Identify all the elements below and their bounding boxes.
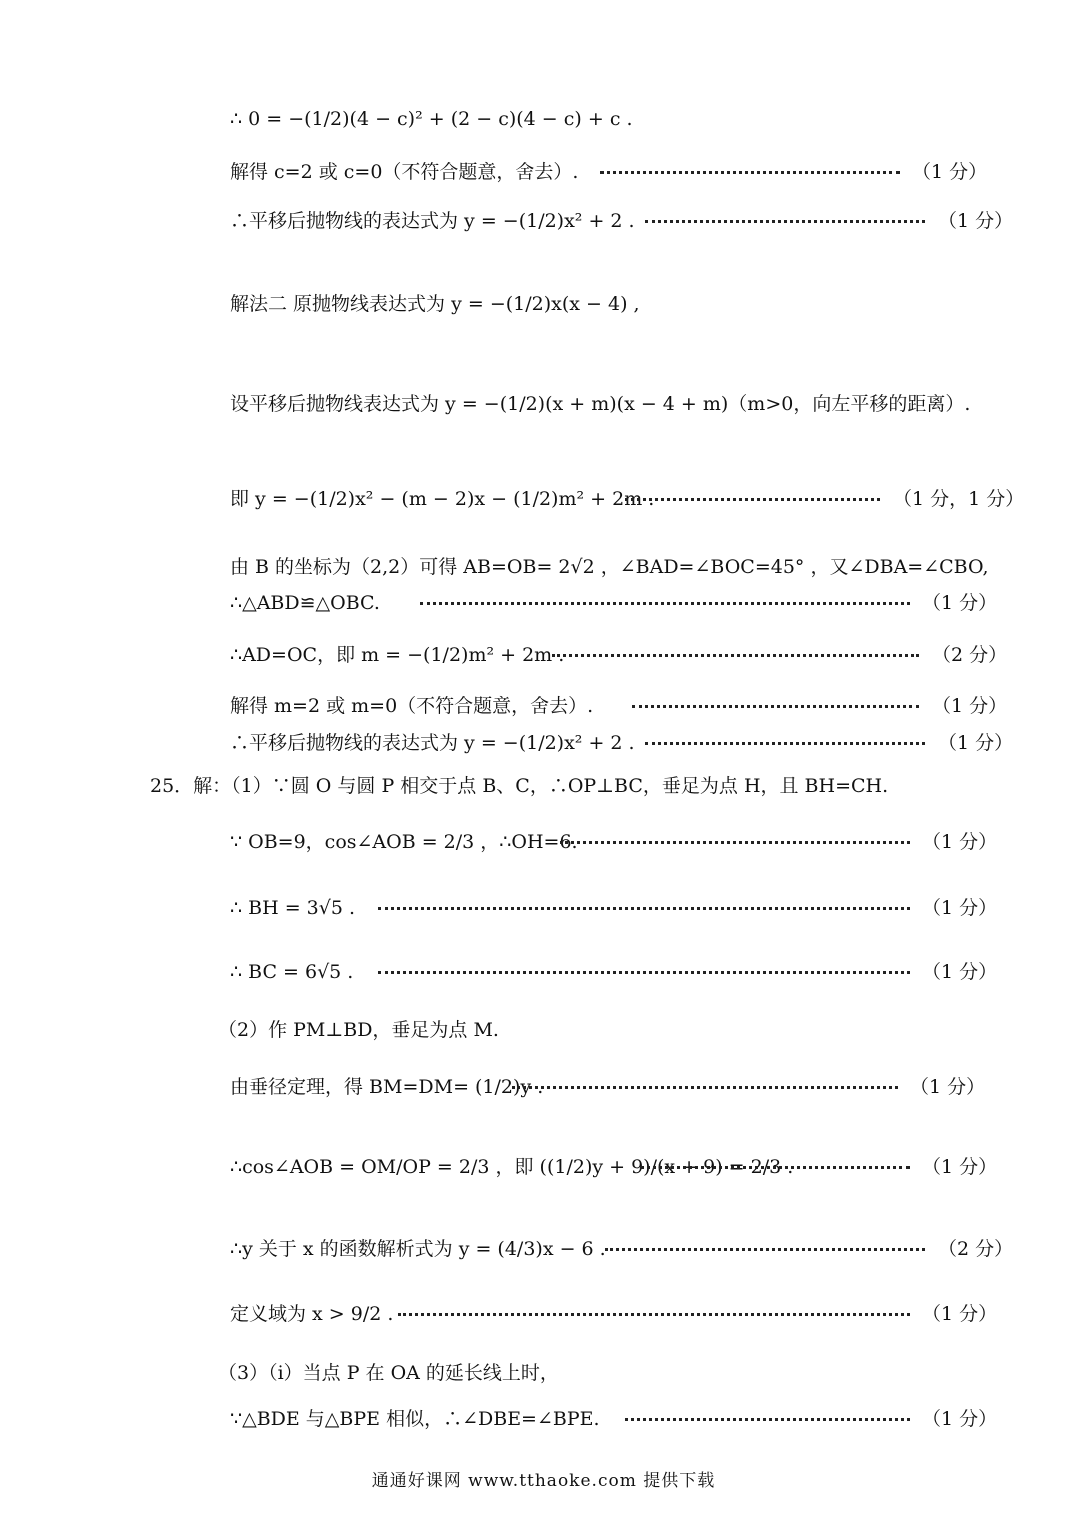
solve-m-line: 解得 m=2 或 m=0（不符合题意，舍去）. (230, 695, 594, 717)
result-line: ∴平移后抛物线的表达式为 y = −(1/2)x² + 2 . (230, 210, 635, 232)
part-three-heading: （3）（i）当点 P 在 OA 的延长线上时， (218, 1362, 559, 1384)
score-label: （1 分） (922, 1303, 998, 1325)
leader-dots (645, 220, 925, 223)
leader-dots (640, 1166, 910, 1169)
domain-line: 定义域为 x > 9/2 . (230, 1303, 394, 1325)
ad-oc-line: ∴AD=OC，即 m = −(1/2)m² + 2m . (230, 644, 565, 666)
score-label: （1 分） (922, 831, 998, 853)
leader-dots (560, 841, 910, 844)
score-label: （1 分） (932, 695, 1008, 717)
leader-dots (552, 654, 919, 657)
score-label: （1 分） (938, 210, 1014, 232)
solution-line: 解得 c=2 或 c=0（不符合题意，舍去）. (230, 161, 579, 183)
cos-ratio-line: ∴cos∠AOB = OM/OP = 2/3 ，即 ((1/2)y + 9)/(x + 9) = 2/3 . (230, 1156, 794, 1178)
score-label: （1 分） (922, 1156, 998, 1178)
leader-dots (420, 602, 910, 605)
leader-dots (512, 1086, 898, 1089)
score-label: （1 分） (910, 1076, 986, 1098)
leader-dots (605, 1248, 925, 1251)
ob-cos-line: ∵ OB=9，cos∠AOB = 2/3 ，∴OH=6. (230, 831, 578, 853)
score-label: （2 分） (938, 1238, 1014, 1260)
congruence-line: ∴△ABD≌△OBC. (230, 592, 380, 614)
footer-watermark: 通通好课网 www.tthaoke.com 提供下载 (371, 1471, 716, 1491)
score-label: （1 分） (938, 732, 1014, 754)
score-label: （2 分） (932, 644, 1008, 666)
function-line: ∴y 关于 x 的函数解析式为 y = (4/3)x − 6 . (230, 1238, 606, 1260)
expanded-expression-line: 即 y = −(1/2)x² − (m − 2)x − (1/2)m² + 2m . (230, 488, 655, 510)
shifted-expression-line: 设平移后抛物线表达式为 y = −(1/2)(x + m)(x − 4 + m)（m>0，向左平移的距离）. (230, 393, 971, 415)
leader-dots (625, 498, 880, 501)
score-label: （1 分） (922, 592, 998, 614)
similar-triangles-line: ∵△BDE 与△BPE 相似，∴∠DBE=∠BPE. (230, 1408, 600, 1430)
equation-line: ∴ 0 = −(1/2)(4 − c)² + (2 − c)(4 − c) + c . (230, 108, 633, 130)
score-label: （1 分） (912, 161, 988, 183)
coordinate-line: 由 B 的坐标为（2,2）可得 AB=OB= 2√2 ，∠BAD=∠BOC=45° ，又∠DBA=∠CBO, (230, 556, 989, 578)
leader-dots (645, 742, 925, 745)
perpendicular-line: 由垂径定理，得 BM=DM= (1/2)y . (230, 1076, 544, 1098)
part-two-heading: （2）作 PM⊥BD，垂足为点 M. (218, 1019, 499, 1041)
bh-line: ∴ BH = 3√5 . (230, 897, 356, 919)
score-label: （1 分） (922, 961, 998, 983)
leader-dots (600, 171, 900, 174)
result-line-two: ∴平移后抛物线的表达式为 y = −(1/2)x² + 2 . (230, 732, 635, 754)
score-label: （1 分） (922, 1408, 998, 1430)
bc-line: ∴ BC = 6√5 . (230, 961, 354, 983)
problem-25-heading: 25．解：（1）∵圆 O 与圆 P 相交于点 B、C，∴OP⊥BC，垂足为点 H，且 BH=CH. (150, 775, 889, 797)
score-label: （1 分，1 分） (893, 488, 1025, 510)
leader-dots (398, 1313, 910, 1316)
leader-dots (378, 971, 910, 974)
score-label: （1 分） (922, 897, 998, 919)
leader-dots (625, 1418, 910, 1421)
leader-dots (632, 705, 919, 708)
method-two-line: 解法二 原抛物线表达式为 y = −(1/2)x(x − 4) , (230, 293, 640, 315)
leader-dots (378, 907, 910, 910)
